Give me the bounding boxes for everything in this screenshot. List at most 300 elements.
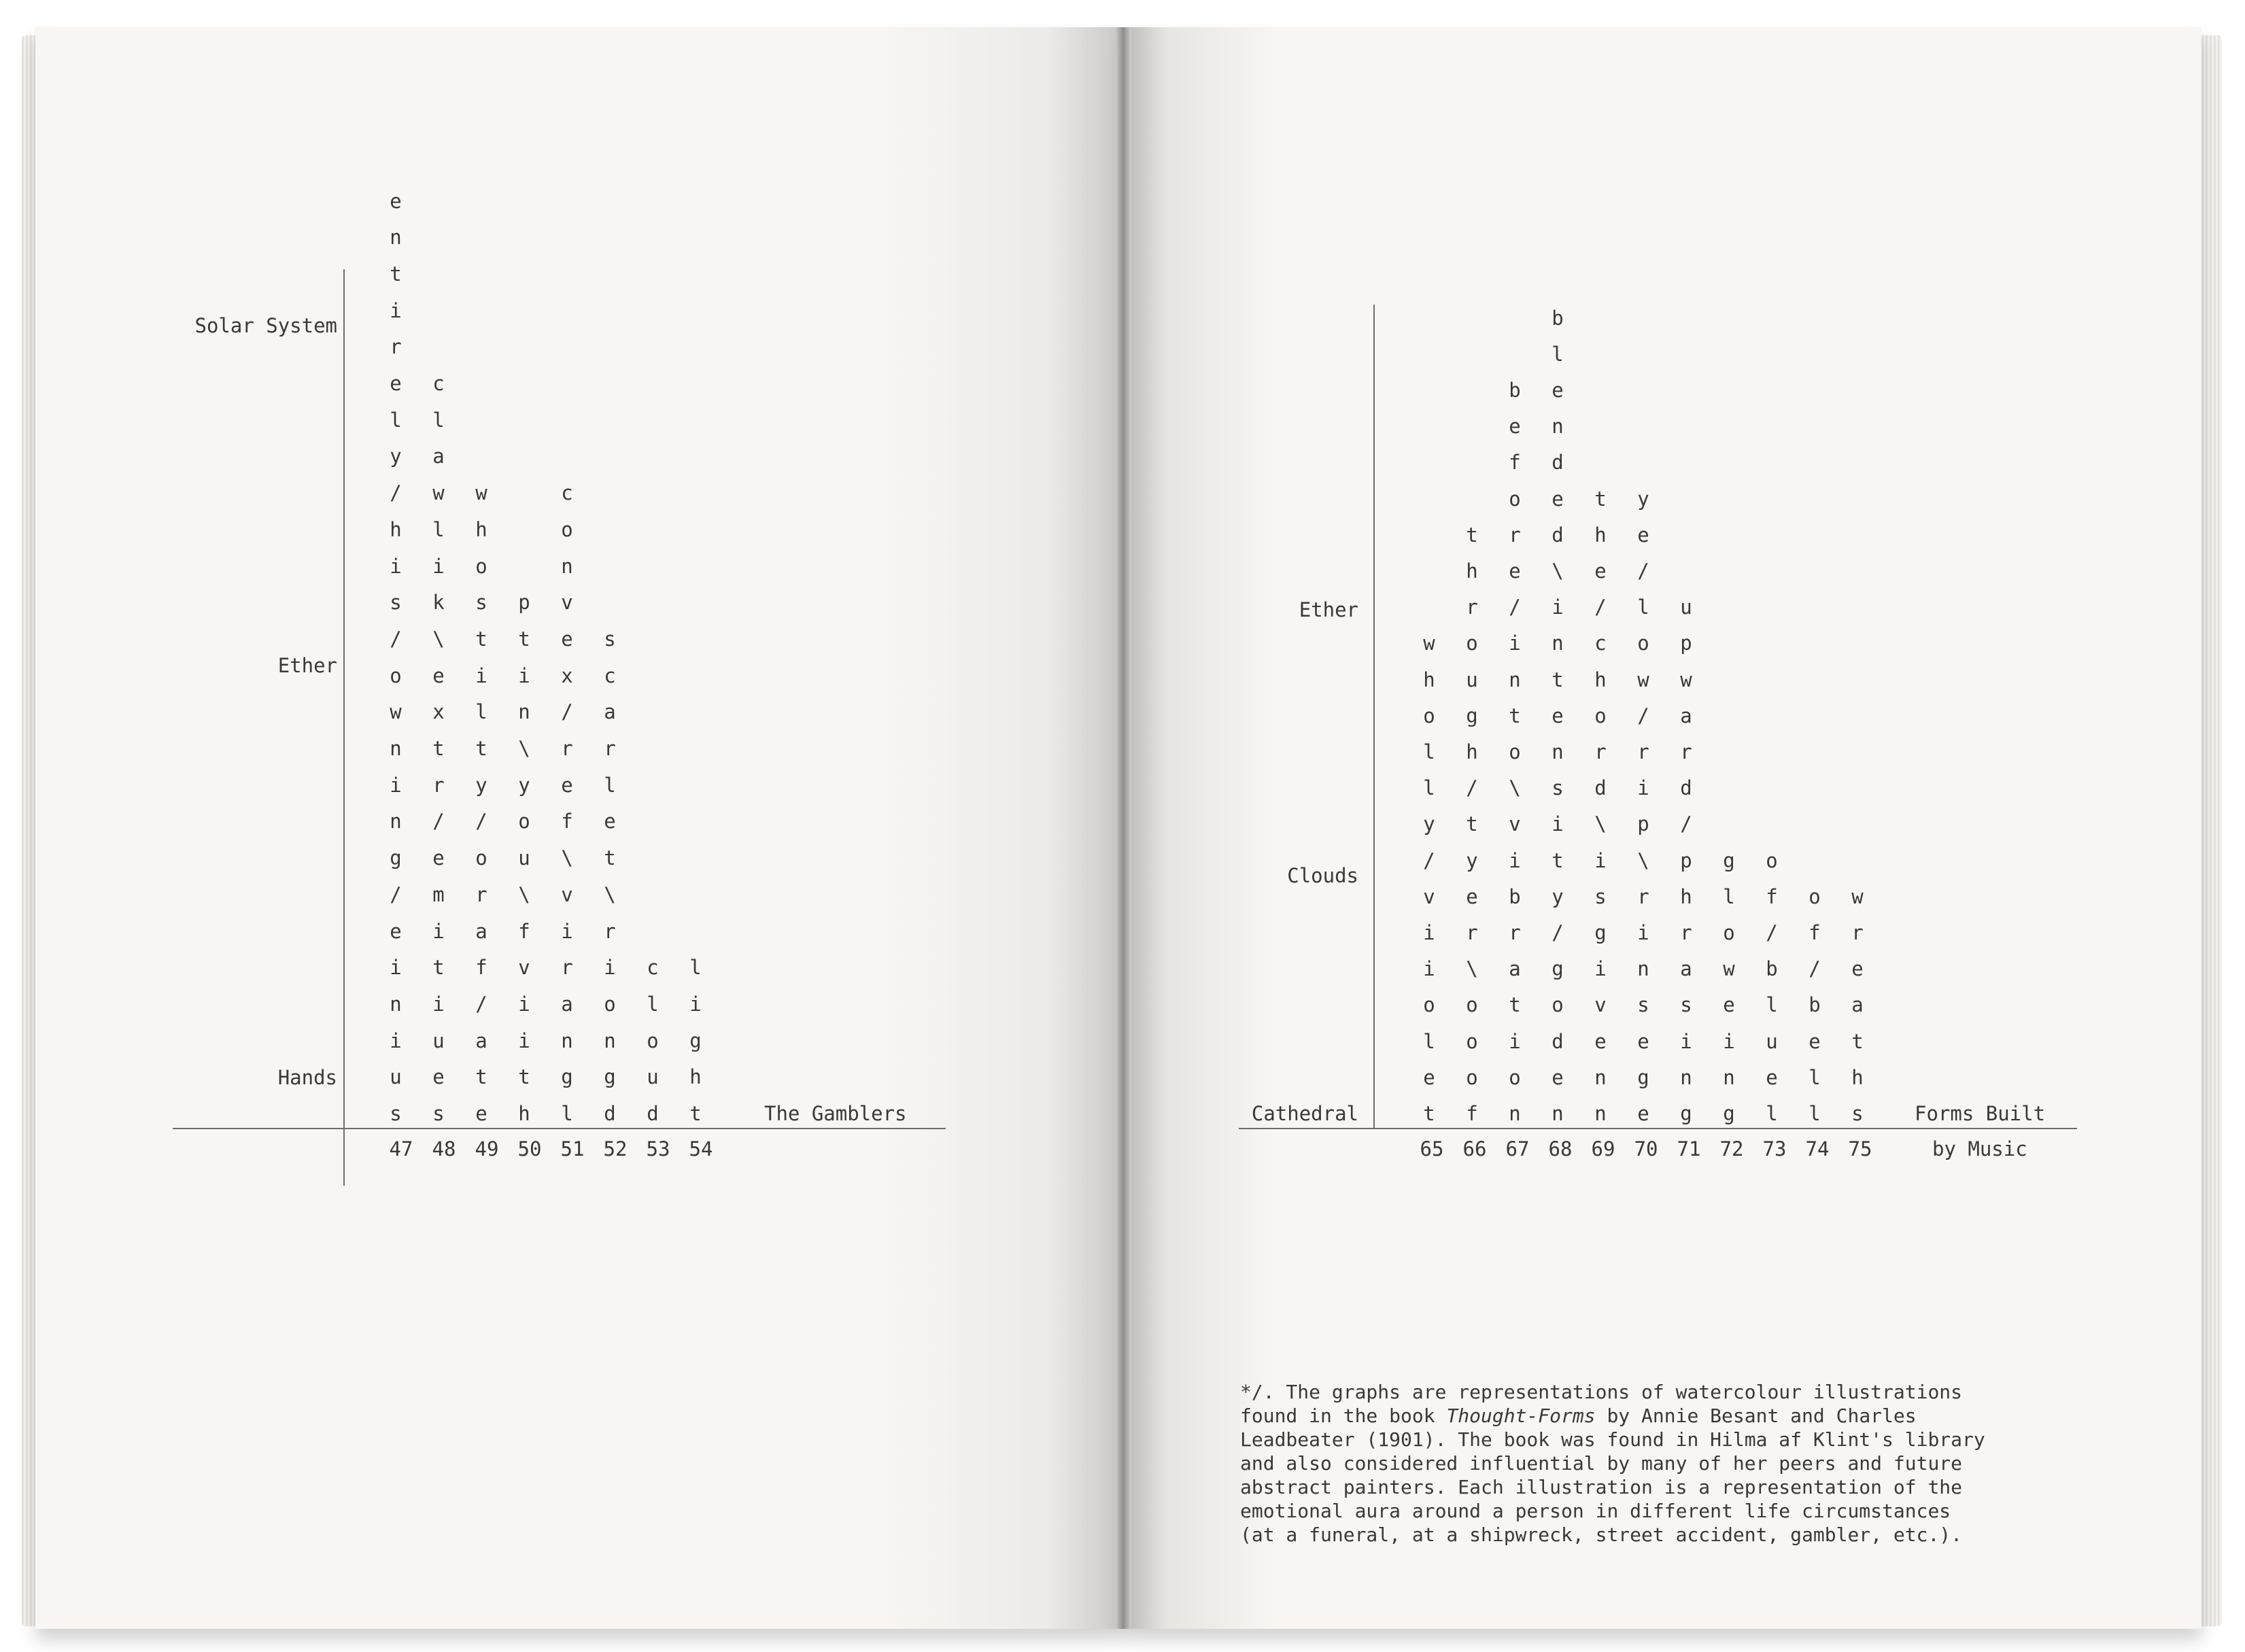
- glyph-mark: /: [475, 992, 487, 1016]
- glyph-mark: e: [432, 1065, 445, 1089]
- glyph-mark: h: [1466, 560, 1478, 583]
- glyph-mark: n: [390, 992, 402, 1016]
- glyph-mark: p: [518, 591, 530, 615]
- glyph-mark: v: [1509, 812, 1521, 836]
- glyph-mark: c: [432, 372, 445, 395]
- glyph-mark: o: [1466, 993, 1478, 1017]
- x-tick-label: 69: [1591, 1137, 1615, 1160]
- glyph-mark: g: [689, 1029, 702, 1052]
- glyph-mark: r: [390, 335, 402, 359]
- glyph-mark: t: [432, 956, 445, 980]
- glyph-mark: d: [1594, 776, 1607, 800]
- glyph-mark: t: [1552, 848, 1564, 872]
- glyph-mark: e: [1723, 993, 1735, 1017]
- glyph-mark: t: [390, 262, 402, 286]
- glyph-mark: c: [561, 481, 573, 505]
- glyph-mark: i: [1509, 848, 1521, 872]
- glyph-mark: w: [1637, 668, 1649, 691]
- x-tick-label: 73: [1762, 1137, 1787, 1160]
- glyph-mark: i: [390, 554, 402, 578]
- x-tick-label: 50: [517, 1137, 542, 1160]
- glyph-mark: /: [1809, 957, 1821, 981]
- glyph-mark: i: [390, 1029, 402, 1052]
- glyph-mark: l: [1766, 993, 1778, 1017]
- glyph-mark: \: [604, 882, 616, 906]
- glyph-mark: l: [1423, 1029, 1435, 1053]
- glyph-mark: o: [1423, 993, 1435, 1017]
- glyph-mark: h: [1466, 740, 1478, 763]
- glyph-mark: u: [432, 1029, 445, 1052]
- glyph-mark: i: [689, 992, 702, 1016]
- glyph-mark: r: [1466, 921, 1478, 944]
- glyph-mark: i: [390, 956, 402, 980]
- glyph-mark: s: [604, 627, 616, 651]
- glyph-mark: t: [475, 627, 487, 651]
- glyph-mark: l: [1423, 740, 1435, 763]
- glyph-mark: g: [1466, 704, 1478, 727]
- x-tick-label: 49: [475, 1137, 499, 1160]
- glyph-mark: s: [1851, 1102, 1864, 1125]
- glyph-mark: a: [604, 700, 616, 724]
- glyph-mark: t: [1423, 1102, 1435, 1125]
- glyph-mark: t: [518, 627, 530, 651]
- glyph-mark: o: [1552, 993, 1564, 1017]
- glyph-mark: l: [1637, 596, 1649, 619]
- glyph-mark: o: [561, 517, 573, 541]
- glyph-mark: v: [1594, 993, 1607, 1017]
- glyph-mark: e: [390, 189, 402, 213]
- glyph-mark: b: [1509, 884, 1521, 908]
- glyph-mark: i: [475, 664, 487, 687]
- glyph-mark: b: [1552, 306, 1564, 330]
- glyph-mark: n: [1552, 632, 1564, 655]
- glyph-mark: c: [1594, 632, 1607, 655]
- glyph-mark: g: [390, 846, 402, 870]
- glyph-mark: t: [518, 1065, 530, 1089]
- glyph-mark: i: [518, 664, 530, 687]
- glyph-mark: y: [1637, 487, 1649, 511]
- glyph-mark: \: [1509, 776, 1521, 800]
- glyph-mark: o: [1809, 884, 1821, 908]
- x-tick-label: 54: [689, 1137, 713, 1160]
- glyph-mark: n: [1552, 740, 1564, 763]
- glyph-mark: l: [1723, 884, 1735, 908]
- glyph-mark: o: [1466, 632, 1478, 655]
- glyph-mark: /: [561, 700, 573, 724]
- glyph-mark: g: [1723, 1102, 1735, 1125]
- glyph-mark: y: [1423, 812, 1435, 836]
- glyph-mark: y: [1552, 884, 1564, 908]
- glyph-mark: e: [604, 810, 616, 833]
- glyph-mark: d: [1552, 451, 1564, 475]
- glyph-mark: l: [1809, 1065, 1821, 1089]
- glyph-mark: a: [1851, 993, 1864, 1017]
- right-ylabel-cathedral: Cathedral: [1251, 1102, 1358, 1125]
- glyph-mark: i: [1637, 921, 1649, 944]
- x-tick-label: 68: [1548, 1137, 1573, 1160]
- left-ylabel-ether: Ether: [277, 654, 337, 677]
- glyph-mark: i: [432, 554, 445, 578]
- glyph-mark: e: [390, 372, 402, 395]
- glyph-mark: t: [1466, 812, 1478, 836]
- glyph-mark: e: [1637, 1029, 1649, 1053]
- glyph-mark: l: [1552, 342, 1564, 366]
- glyph-mark: c: [647, 956, 659, 980]
- glyph-mark: o: [1637, 632, 1649, 655]
- glyph-mark: d: [647, 1102, 659, 1125]
- glyph-mark: w: [1851, 884, 1864, 908]
- glyph-mark: a: [432, 445, 445, 468]
- glyph-mark: a: [1509, 957, 1521, 981]
- x-tick-label: 75: [1848, 1137, 1872, 1160]
- glyph-mark: d: [1552, 523, 1564, 547]
- glyph-mark: /: [432, 810, 445, 833]
- glyph-mark: e: [1509, 560, 1521, 583]
- glyph-mark: w: [390, 700, 402, 724]
- glyph-mark: f: [1466, 1102, 1478, 1125]
- glyph-mark: l: [390, 408, 402, 432]
- glyph-mark: f: [475, 956, 487, 980]
- x-tick-label: 66: [1462, 1137, 1487, 1160]
- glyph-mark: u: [1766, 1029, 1778, 1053]
- glyph-mark: l: [432, 517, 445, 541]
- glyph-mark: r: [1509, 523, 1521, 547]
- glyph-mark: g: [561, 1065, 573, 1089]
- glyph-mark: i: [518, 1029, 530, 1052]
- glyph-mark: i: [518, 992, 530, 1016]
- glyph-mark: e: [1637, 1102, 1649, 1125]
- glyph-mark: f: [1809, 921, 1821, 944]
- footnote-text: found in the book: [1240, 1405, 1447, 1427]
- glyph-mark: e: [1552, 1065, 1564, 1089]
- glyph-mark: f: [1509, 451, 1521, 475]
- glyph-mark: u: [518, 846, 530, 870]
- glyph-mark: h: [1423, 668, 1435, 691]
- glyph-mark: t: [1509, 704, 1521, 727]
- glyph-mark: w: [1680, 668, 1692, 691]
- glyph-mark: \: [1637, 848, 1649, 872]
- glyph-mark: \: [1552, 560, 1564, 583]
- glyph-mark: r: [1637, 740, 1649, 763]
- glyph-mark: o: [1466, 1029, 1478, 1053]
- glyph-mark: u: [1680, 596, 1692, 619]
- glyph-mark: e: [1509, 415, 1521, 438]
- glyph-mark: i: [1509, 1029, 1521, 1053]
- glyph-mark: \: [518, 882, 530, 906]
- x-tick-label: 47: [389, 1137, 413, 1160]
- glyph-mark: w: [1723, 957, 1735, 981]
- glyph-mark: x: [561, 664, 573, 687]
- glyph-mark: g: [1637, 1065, 1649, 1089]
- glyph-mark: e: [561, 627, 573, 651]
- glyph-mark: n: [1552, 1102, 1564, 1125]
- glyph-mark: n: [1509, 1102, 1521, 1125]
- glyph-mark: b: [1766, 957, 1778, 981]
- glyph-mark: r: [432, 773, 445, 797]
- glyph-mark: t: [1509, 993, 1521, 1017]
- glyph-mark: h: [689, 1065, 702, 1089]
- glyph-mark: l: [1766, 1102, 1778, 1125]
- x-tick-label: 74: [1805, 1137, 1830, 1160]
- glyph-mark: i: [432, 919, 445, 943]
- glyph-mark: i: [390, 773, 402, 797]
- glyph-mark: n: [1509, 668, 1521, 691]
- glyph-mark: h: [475, 517, 487, 541]
- glyph-mark: r: [1594, 740, 1607, 763]
- glyph-mark: v: [561, 591, 573, 615]
- glyph-mark: o: [647, 1029, 659, 1052]
- glyph-mark: g: [1594, 921, 1607, 944]
- glyph-mark: t: [1466, 523, 1478, 547]
- glyph-mark: n: [604, 1029, 616, 1052]
- glyph-mark: r: [1680, 921, 1692, 944]
- x-tick-label: 48: [432, 1137, 456, 1160]
- glyph-mark: e: [1552, 487, 1564, 511]
- glyph-mark: y: [475, 773, 487, 797]
- glyph-mark: l: [1809, 1102, 1821, 1125]
- glyph-mark: o: [1466, 1065, 1478, 1089]
- glyph-mark: y: [390, 445, 402, 468]
- glyph-mark: /: [1466, 776, 1478, 800]
- glyph-mark: i: [604, 956, 616, 980]
- left-ylabel-hands: Hands: [277, 1066, 337, 1089]
- glyph-mark: u: [1466, 668, 1478, 691]
- right-chart-y-axis: [1373, 305, 1375, 1129]
- glyph-mark: d: [1680, 776, 1692, 800]
- glyph-mark: /: [390, 627, 402, 651]
- glyph-mark: \: [518, 737, 530, 760]
- glyph-mark: n: [1723, 1065, 1735, 1089]
- glyph-mark: o: [475, 554, 487, 578]
- glyph-mark: h: [1594, 523, 1607, 547]
- glyph-mark: v: [561, 882, 573, 906]
- glyph-mark: w: [1423, 632, 1435, 655]
- glyph-mark: g: [1723, 848, 1735, 872]
- glyph-mark: y: [518, 773, 530, 797]
- glyph-mark: /: [475, 810, 487, 833]
- glyph-mark: \: [432, 627, 445, 651]
- left-chart-y-axis: [343, 269, 345, 1186]
- footnote-line: */. The graphs are representations of watercolour illustrations: [1240, 1381, 1963, 1403]
- right-ylabel-clouds: Clouds: [1287, 864, 1358, 887]
- glyph-mark: t: [475, 737, 487, 760]
- left-chart-x-axis: [173, 1128, 946, 1129]
- glyph-mark: r: [1637, 884, 1649, 908]
- glyph-mark: e: [1851, 957, 1864, 981]
- glyph-mark: \: [561, 846, 573, 870]
- glyph-mark: \: [1466, 957, 1478, 981]
- glyph-mark: i: [390, 298, 402, 322]
- glyph-mark: k: [432, 591, 445, 615]
- footnote-book-title: Thought-Forms: [1446, 1405, 1596, 1427]
- glyph-mark: n: [390, 810, 402, 833]
- glyph-mark: r: [1680, 740, 1692, 763]
- x-tick-label: 65: [1420, 1137, 1444, 1160]
- glyph-mark: /: [1509, 596, 1521, 619]
- glyph-mark: o: [1423, 704, 1435, 727]
- glyph-mark: a: [1680, 957, 1692, 981]
- glyph-mark: b: [1809, 993, 1821, 1017]
- footnote-line: emotional aura around a person in different life circumstances: [1240, 1500, 1951, 1522]
- glyph-mark: e: [1466, 884, 1478, 908]
- glyph-mark: /: [1423, 848, 1435, 872]
- glyph-mark: /: [1680, 812, 1692, 836]
- glyph-mark: i: [1423, 957, 1435, 981]
- glyph-mark: h: [1594, 668, 1607, 691]
- glyph-mark: l: [475, 700, 487, 724]
- glyph-mark: u: [390, 1065, 402, 1089]
- glyph-mark: e: [561, 773, 573, 797]
- x-tick-label: 70: [1634, 1137, 1658, 1160]
- glyph-mark: o: [1766, 848, 1778, 872]
- footnote-line: Leadbeater (1901). The book was found in Hilma af Klint's library: [1240, 1428, 1985, 1451]
- glyph-mark: t: [604, 846, 616, 870]
- glyph-mark: i: [1552, 812, 1564, 836]
- glyph-mark: g: [604, 1065, 616, 1089]
- glyph-mark: l: [604, 773, 616, 797]
- glyph-mark: x: [432, 700, 445, 724]
- footnote-line: (at a funeral, at a shipwreck, street accident, gambler, etc.).: [1240, 1524, 1963, 1546]
- glyph-mark: /: [1552, 921, 1564, 944]
- glyph-mark: i: [1680, 1029, 1692, 1053]
- glyph-mark: o: [1509, 1065, 1521, 1089]
- glyph-mark: m: [432, 882, 445, 906]
- glyph-mark: i: [1594, 957, 1607, 981]
- glyph-mark: i: [432, 992, 445, 1016]
- glyph-mark: n: [1552, 415, 1564, 438]
- glyph-mark: o: [390, 664, 402, 687]
- glyph-mark: e: [1637, 523, 1649, 547]
- right-chart-x-axis: [1239, 1128, 2077, 1129]
- x-tick-label: 67: [1505, 1137, 1530, 1160]
- glyph-mark: l: [432, 408, 445, 432]
- glyph-mark: l: [561, 1102, 573, 1125]
- glyph-mark: /: [1766, 921, 1778, 944]
- book-gutter: [1115, 27, 1131, 1629]
- footnote-line: [1240, 1404, 2070, 1428]
- glyph-mark: o: [475, 846, 487, 870]
- glyph-mark: e: [432, 664, 445, 687]
- glyph-mark: e: [432, 846, 445, 870]
- glyph-mark: r: [561, 737, 573, 760]
- glyph-mark: v: [1423, 884, 1435, 908]
- glyph-mark: c: [604, 664, 616, 687]
- glyph-mark: f: [561, 810, 573, 833]
- glyph-mark: a: [561, 992, 573, 1016]
- glyph-mark: a: [475, 919, 487, 943]
- glyph-mark: i: [1509, 632, 1521, 655]
- glyph-mark: n: [1637, 957, 1649, 981]
- glyph-mark: /: [1637, 704, 1649, 727]
- glyph-mark: t: [1552, 668, 1564, 691]
- glyph-mark: s: [1680, 993, 1692, 1017]
- glyph-mark: a: [1680, 704, 1692, 727]
- glyph-mark: s: [1552, 776, 1564, 800]
- glyph-mark: h: [390, 517, 402, 541]
- footnote-text: by Annie Besant and Charles: [1595, 1405, 1917, 1427]
- glyph-mark: s: [475, 591, 487, 615]
- glyph-mark: n: [1680, 1065, 1692, 1089]
- right-chart-title-line2: by Music: [1932, 1137, 2027, 1160]
- glyph-mark: n: [1594, 1065, 1607, 1089]
- glyph-mark: w: [432, 481, 445, 505]
- glyph-mark: i: [1637, 776, 1649, 800]
- glyph-mark: r: [1851, 921, 1864, 944]
- glyph-mark: e: [1766, 1065, 1778, 1089]
- glyph-mark: s: [390, 1102, 402, 1125]
- glyph-mark: g: [1680, 1102, 1692, 1125]
- glyph-mark: e: [1594, 1029, 1607, 1053]
- glyph-mark: r: [1509, 921, 1521, 944]
- glyph-mark: i: [1723, 1029, 1735, 1053]
- glyph-mark: s: [1594, 884, 1607, 908]
- footnote: [1240, 1380, 2070, 1547]
- glyph-mark: e: [390, 919, 402, 943]
- glyph-mark: e: [1552, 379, 1564, 402]
- x-tick-label: 72: [1719, 1137, 1744, 1160]
- glyph-mark: t: [432, 737, 445, 760]
- glyph-mark: t: [1851, 1029, 1864, 1053]
- glyph-mark: g: [1552, 957, 1564, 981]
- glyph-mark: e: [1552, 704, 1564, 727]
- glyph-mark: /: [1637, 560, 1649, 583]
- glyph-mark: o: [518, 810, 530, 833]
- glyph-mark: v: [518, 956, 530, 980]
- glyph-mark: f: [518, 919, 530, 943]
- footnote-line: and also considered influential by many of her peers and future: [1240, 1452, 1963, 1475]
- glyph-mark: n: [561, 1029, 573, 1052]
- right-chart-title-line1: Forms Built: [1915, 1102, 2046, 1125]
- glyph-mark: n: [518, 700, 530, 724]
- glyph-mark: b: [1509, 379, 1521, 402]
- x-tick-label: 53: [646, 1137, 670, 1160]
- glyph-mark: s: [1637, 993, 1649, 1017]
- glyph-mark: d: [1552, 1029, 1564, 1053]
- x-tick-label: 71: [1677, 1137, 1701, 1160]
- glyph-mark: h: [518, 1102, 530, 1125]
- glyph-mark: e: [1594, 560, 1607, 583]
- glyph-mark: t: [1594, 487, 1607, 511]
- glyph-mark: e: [1423, 1065, 1435, 1089]
- left-ylabel-solar-system: Solar System: [194, 314, 337, 337]
- glyph-mark: n: [561, 554, 573, 578]
- glyph-mark: /: [1594, 596, 1607, 619]
- right-ylabel-ether: Ether: [1299, 598, 1358, 621]
- glyph-mark: s: [432, 1102, 445, 1125]
- left-page: [35, 27, 1123, 1629]
- glyph-mark: o: [1509, 740, 1521, 763]
- glyph-mark: r: [604, 919, 616, 943]
- x-tick-label: 52: [603, 1137, 628, 1160]
- glyph-mark: n: [390, 226, 402, 249]
- footnote-line: abstract painters. Each illustration is a representation of the: [1240, 1476, 1963, 1498]
- glyph-mark: i: [1594, 848, 1607, 872]
- x-tick-label: 51: [560, 1137, 585, 1160]
- glyph-mark: p: [1680, 848, 1692, 872]
- left-chart-title: The Gamblers: [764, 1102, 907, 1125]
- glyph-mark: l: [647, 992, 659, 1016]
- glyph-mark: y: [1466, 848, 1478, 872]
- glyph-mark: p: [1680, 632, 1692, 655]
- glyph-mark: /: [390, 481, 402, 505]
- glyph-mark: n: [390, 737, 402, 760]
- glyph-mark: t: [689, 1102, 702, 1125]
- glyph-mark: o: [1594, 704, 1607, 727]
- glyph-mark: \: [1594, 812, 1607, 836]
- glyph-mark: /: [390, 882, 402, 906]
- glyph-mark: h: [1680, 884, 1692, 908]
- glyph-mark: n: [1594, 1102, 1607, 1125]
